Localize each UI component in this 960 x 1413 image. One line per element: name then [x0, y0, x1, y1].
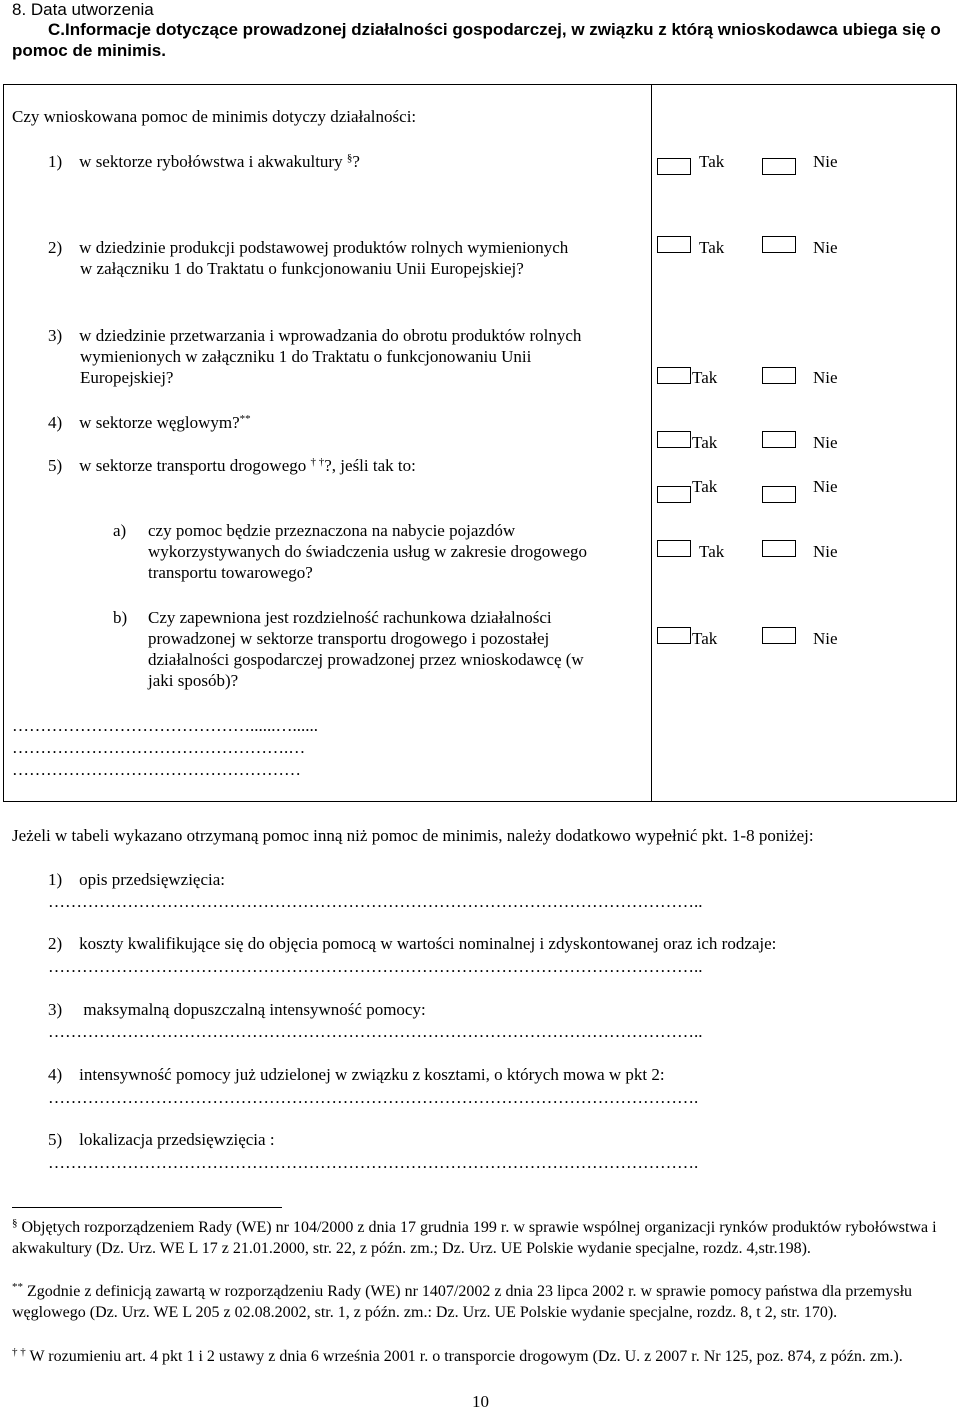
q5-no-checkbox[interactable]	[762, 486, 796, 503]
footnote-2-mark: **	[12, 1281, 23, 1293]
question-3-line1: 3) w dziedzinie przetwarzania i wprowadzania do obrotu produktów rolnych	[48, 326, 582, 345]
extra-item-4-label: 4) intensywność pomocy już udzielonej w związku z kosztami, o których mowa w pkt 2:	[48, 1065, 665, 1084]
footnote-ref-section: §	[346, 152, 353, 164]
question-2-line1: 2) w dziedzinie produkcji podstawowej produktów rolnych wymienionych	[48, 238, 569, 257]
q4-no-label: Nie	[813, 433, 838, 452]
question-a-line3: transportu towarowego?	[148, 563, 313, 582]
question-4-text: 4) w sektorze węglowym?	[48, 413, 240, 432]
q3-no-label: Nie	[813, 368, 838, 387]
answer-dots-line3: ……………………………………………	[12, 760, 301, 779]
q5-yes-label: Tak	[692, 477, 718, 496]
q3-yes-label: Tak	[692, 368, 718, 387]
section-title-line1: C.Informacje dotyczące prowadzonej działalności gospodarczej, w związku z którą wnioskodawca ubiega się o	[48, 20, 941, 39]
extra-item-2-dots: ……………………………………………………………………………………………………..	[48, 957, 703, 976]
footnote-ref-double-star: **	[239, 413, 251, 425]
footnote-3-text: W rozumieniu art. 4 pkt 1 i 2 ustawy z dnia 6 września 2001 r. o transporcie drogowym (Dz. U. z 2007 r. Nr 125, poz. 874, z późn. zm.).	[29, 1348, 903, 1365]
footnote-1-mark: §	[12, 1217, 18, 1229]
section-heading: 8. Data utworzenia	[12, 0, 154, 19]
question-a-line1: czy pomoc będzie przeznaczona na nabycie pojazdów	[148, 521, 516, 540]
q5-no-label: Nie	[813, 477, 838, 496]
extra-item-2-label: 2) koszty kwalifikujące się do objęcia pomocą w wartości nominalnej i zdyskontowanej oraz ich rodzaje:	[48, 934, 777, 953]
qa-no-checkbox[interactable]	[762, 540, 796, 557]
extra-item-5-dots: …………………………………………………………………………………………………….	[48, 1153, 699, 1172]
footnote-2-text: Zgodnie z definicją zawartą w rozporządzeniu Rady (WE) nr 1407/2002 z dnia 23 lipca 2002 r. w sprawie pomocy państwa dla przemysłu węglowego (Dz. Urz. WE L 205 z 02.08.2002, str. 1, z późn. zm.: Dz. Urz. UE Polskie wydanie specjalne, rozdz. 8, t 2, str. 170).	[12, 1283, 913, 1321]
question-b-line3: działalności gospodarczej prowadzonej przez wnioskodawcę (w	[148, 650, 584, 669]
extra-item-1-dots: ……………………………………………………………………………………………………..	[48, 892, 703, 911]
question-1-text: 1) w sektorze rybołówstwa i akwakultury	[48, 152, 343, 171]
footnote-1	[12, 1217, 947, 1259]
q3-yes-checkbox[interactable]	[657, 367, 691, 384]
question-b-line4: jaki sposób)?	[148, 671, 239, 690]
question-2-line2: w załączniku 1 do Traktatu o funkcjonowaniu Unii Europejskiej?	[80, 259, 524, 278]
qb-no-checkbox[interactable]	[762, 627, 796, 644]
question-b-line2: prowadzonej w sektorze transportu drogowego i pozostałej	[148, 629, 550, 648]
q2-no-label: Nie	[813, 238, 838, 257]
section-title-line2: pomoc de minimis.	[12, 41, 166, 60]
question-b-line1: Czy zapewniona jest rozdzielność rachunkowa działalności	[148, 608, 552, 627]
question-a-line2: wykorzystywanych do świadczenia usług w zakresie drogowego	[148, 542, 588, 561]
q2-yes-checkbox[interactable]	[657, 236, 691, 253]
question-b-label: b)	[113, 608, 128, 627]
question-4	[48, 413, 251, 433]
qa-no-label: Nie	[813, 542, 838, 561]
q1-no-checkbox[interactable]	[762, 158, 796, 175]
qa-yes-label: Tak	[699, 542, 725, 561]
footnote-separator	[12, 1207, 282, 1208]
answer-dots-line1: ……………………………………......…......	[12, 716, 318, 735]
answer-dots-line2: ………………………………………….…	[12, 738, 306, 757]
qb-no-label: Nie	[813, 629, 838, 648]
extra-item-4-dots: …………………………………………………………………………………………………….	[48, 1088, 699, 1107]
question-a-label: a)	[113, 521, 127, 540]
qb-yes-checkbox[interactable]	[657, 627, 691, 644]
extra-item-1-label: 1) opis przedsięwzięcia:	[48, 870, 226, 889]
qb-yes-label: Tak	[692, 629, 718, 648]
question-1	[48, 152, 360, 172]
question-1-tail: ?	[352, 152, 360, 171]
extra-item-5-label: 5) lokalizacja przedsięwzięcia :	[48, 1130, 275, 1149]
question-3-line3: Europejskiej?	[80, 368, 174, 387]
table-column-divider	[651, 84, 652, 802]
page-number: 10	[472, 1392, 489, 1411]
q1-yes-checkbox[interactable]	[657, 158, 691, 175]
question-5-text: 5) w sektorze transportu drogowego	[48, 456, 307, 475]
question-5	[48, 456, 416, 476]
qa-yes-checkbox[interactable]	[657, 540, 691, 557]
question-intro: Czy wnioskowana pomoc de minimis dotyczy działalności:	[12, 107, 417, 126]
footnote-3-mark: † †	[12, 1346, 26, 1358]
extra-item-3-label: 3) maksymalną dopuszczalną intensywność pomocy:	[48, 1000, 426, 1019]
footnote-1-text: Objętych rozporządzeniem Rady (WE) nr 104/2000 z dnia 17 grudnia 199 r. w sprawie wspólnej organizacji rynków produktów rybołówstwa i akwakultury (Dz. Urz. WE L 17 z 21.01.2000, str. 22, z późn. zm.; Dz. Urz. UE Polskie wydanie specjalne, rozdz. 4,str.198).	[12, 1219, 937, 1257]
q4-yes-label: Tak	[692, 433, 718, 452]
q5-yes-checkbox[interactable]	[657, 486, 691, 503]
q1-no-label: Nie	[813, 152, 838, 171]
question-3-line2: wymienionych w załączniku 1 do Traktatu o funkcjonowaniu Unii	[80, 347, 532, 366]
extra-intro: Jeżeli w tabeli wykazano otrzymaną pomoc inną niż pomoc de minimis, należy dodatkowo wypełnić pkt. 1-8 poniżej:	[12, 826, 814, 845]
q1-yes-label: Tak	[699, 152, 725, 171]
q4-no-checkbox[interactable]	[762, 431, 796, 448]
footnote-ref-dagger: † †	[310, 456, 325, 468]
question-5-tail: ?, jeśli tak to:	[324, 456, 416, 475]
footnote-2	[12, 1281, 947, 1323]
extra-item-3-dots: ……………………………………………………………………………………………………..	[48, 1022, 703, 1041]
q2-no-checkbox[interactable]	[762, 236, 796, 253]
q4-yes-checkbox[interactable]	[657, 431, 691, 448]
footnote-3	[12, 1346, 947, 1367]
q3-no-checkbox[interactable]	[762, 367, 796, 384]
q2-yes-label: Tak	[699, 238, 725, 257]
